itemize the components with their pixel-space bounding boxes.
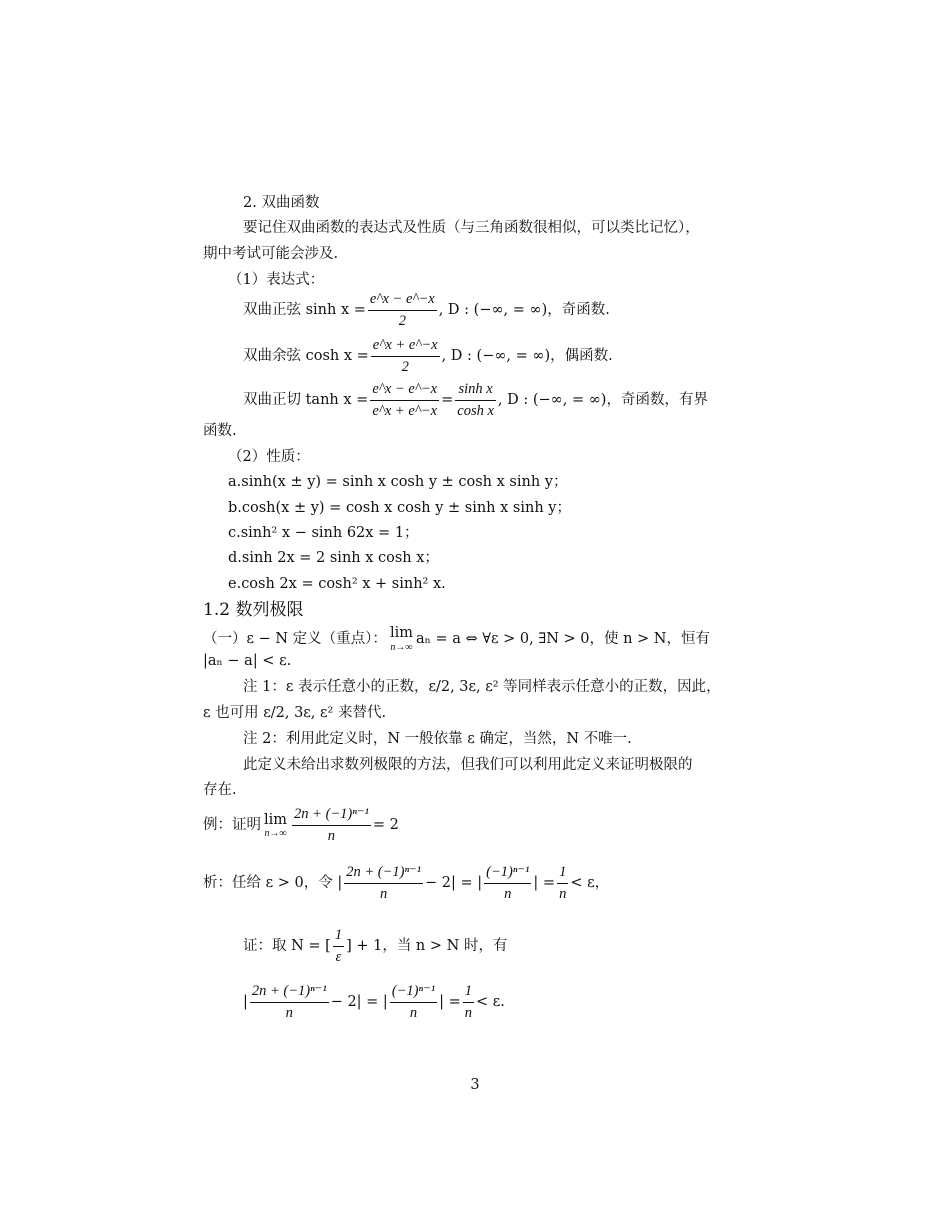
proof-prefix: 证：取 N = [	[243, 938, 331, 955]
sinh-fraction	[368, 291, 437, 331]
proof-statement	[243, 927, 507, 967]
intro-line-2: 期中考试可能会涉及.	[203, 246, 339, 262]
note-1-line-1: 注 1：ε 表示任意小的正数，ε/2, 3ε, ε² 等同样表示任意小的正数，因此，	[243, 679, 721, 695]
property-item: a.sinh(x ± y) = sinh x cosh y ± cosh x sinh y；	[228, 474, 568, 490]
analysis-denominator-3: n	[559, 886, 567, 903]
example-limit-symbol: lim	[264, 811, 288, 828]
definition-line-2: |aₙ − a| < ε.	[203, 653, 292, 669]
conclusion-statement	[243, 983, 505, 1023]
conclusion-numerator-1: 2n + (−1)ⁿ⁻¹	[250, 983, 329, 1003]
property-item: e.cosh 2x = cosh² x + sinh² x.	[228, 576, 446, 592]
limit-subscript: n→∞	[390, 641, 413, 653]
remark-line-2: 存在.	[203, 782, 237, 798]
analysis-numerator-1: 2n + (−1)ⁿ⁻¹	[344, 864, 423, 884]
conclusion-numerator-2: (−1)ⁿ⁻¹	[390, 983, 437, 1003]
tanh-numerator-sinh: sinh x	[455, 381, 496, 401]
analysis-denominator-2: n	[504, 886, 512, 903]
limit-operator	[390, 626, 413, 653]
tanh-fraction-exp	[370, 381, 439, 421]
section-title-limits: 1.2 数列极限	[203, 600, 304, 620]
property-item: b.cosh(x ± y) = cosh x cosh y ± sinh x sinh y；	[228, 500, 571, 516]
sinh-tail: , D : (−∞, = ∞)，奇函数.	[438, 302, 610, 319]
example-numerator: 2n + (−1)ⁿ⁻¹	[292, 806, 371, 826]
conclusion-tail: < ε.	[475, 994, 505, 1011]
limit-symbol: lim	[389, 625, 413, 641]
conclusion-denominator-3: n	[464, 1005, 472, 1022]
proof-numerator: 1	[333, 927, 344, 947]
conclusion-denominator-2: n	[409, 1005, 418, 1022]
limit-definition	[203, 626, 710, 653]
sinh-numerator: e^x − e^−x	[368, 291, 437, 311]
cosh-definition	[243, 337, 613, 377]
conclusion-fraction-3	[463, 983, 474, 1023]
tanh-equals: =	[441, 392, 454, 409]
example-denominator: n	[327, 828, 336, 845]
note-1-line-2: ε 也可用 ε/2, 3ε, ε² 来替代.	[203, 705, 387, 721]
tanh-tail: , D : (−∞, = ∞)，奇函数，有界	[497, 392, 708, 409]
proof-denominator: ε	[335, 949, 342, 966]
conclusion-denominator-1: n	[285, 1005, 293, 1022]
expressions-heading: （1）表达式：	[228, 272, 325, 288]
tanh-wrap: 函数.	[203, 423, 237, 439]
conclusion-fraction-1	[250, 983, 329, 1023]
section-title-hyperbolic: 2. 双曲函数	[243, 195, 320, 211]
conclusion-middle: − 2| = |	[330, 994, 388, 1011]
analysis-fraction-2	[484, 864, 531, 904]
example-prefix: 例：证明	[203, 817, 261, 834]
analysis-denominator-1: n	[379, 886, 388, 903]
page-number: 3	[470, 1077, 480, 1093]
example-limit-operator	[264, 813, 287, 840]
proof-fraction	[333, 927, 344, 967]
property-item: c.sinh² x − sinh 62x = 1；	[228, 525, 419, 541]
conclusion-middle-2: | =	[439, 994, 461, 1011]
analysis-fraction-1	[344, 864, 423, 904]
tanh-denominator-exp: e^x + e^−x	[372, 403, 438, 420]
analysis-fraction-3	[557, 864, 568, 904]
tanh-label: 双曲正切 tanh x =	[243, 392, 369, 409]
conclusion-prefix: |	[243, 994, 248, 1011]
tanh-definition	[243, 381, 708, 421]
note-2: 注 2：利用此定义时，N 一般依靠 ε 确定，当然，N 不唯一.	[243, 731, 632, 747]
analysis-prefix: 析：任给 ε > 0，令 |	[203, 875, 343, 892]
cosh-numerator: e^x + e^−x	[371, 337, 440, 357]
analysis-tail: < ε，	[570, 875, 610, 892]
tanh-fraction-ratio	[455, 381, 496, 421]
properties-heading: （2）性质：	[228, 449, 310, 465]
sinh-label: 双曲正弦 sinh x =	[243, 302, 366, 319]
definition-rest: aₙ = a ⇔ ∀ε > 0, ∃N > 0，使 n > N，恒有	[415, 630, 710, 647]
example-statement	[203, 806, 399, 846]
cosh-fraction	[371, 337, 440, 377]
definition-prefix: （一）ε − N 定义（重点）：	[203, 630, 387, 647]
example-limit-subscript: n→∞	[264, 828, 287, 840]
conclusion-fraction-2	[390, 983, 437, 1023]
analysis-numerator-2: (−1)ⁿ⁻¹	[484, 864, 531, 884]
intro-line-1: 要记住双曲函数的表达式及性质（与三角函数很相似，可以类比记忆），	[243, 220, 700, 236]
example-fraction	[292, 806, 371, 846]
analysis-middle: − 2| = |	[425, 875, 483, 892]
cosh-denominator: 2	[401, 359, 409, 376]
cosh-label: 双曲余弦 cosh x =	[243, 348, 369, 365]
tanh-denominator-cosh: cosh x	[457, 403, 494, 420]
analysis-statement	[203, 864, 609, 904]
sinh-definition	[243, 291, 610, 331]
conclusion-numerator-3: 1	[463, 983, 474, 1003]
analysis-middle-2: | =	[533, 875, 556, 892]
cosh-tail: , D : (−∞, = ∞)，偶函数.	[441, 348, 613, 365]
example-tail: = 2	[372, 817, 399, 834]
remark-line-1: 此定义未给出求数列极限的方法，但我们可以利用此定义来证明极限的	[243, 757, 693, 773]
tanh-numerator-exp: e^x − e^−x	[370, 381, 439, 401]
sinh-denominator: 2	[398, 313, 406, 330]
proof-tail: ] + 1，当 n > N 时，有	[346, 938, 508, 955]
property-item: d.sinh 2x = 2 sinh x cosh x；	[228, 550, 439, 566]
analysis-numerator-3: 1	[557, 864, 568, 884]
